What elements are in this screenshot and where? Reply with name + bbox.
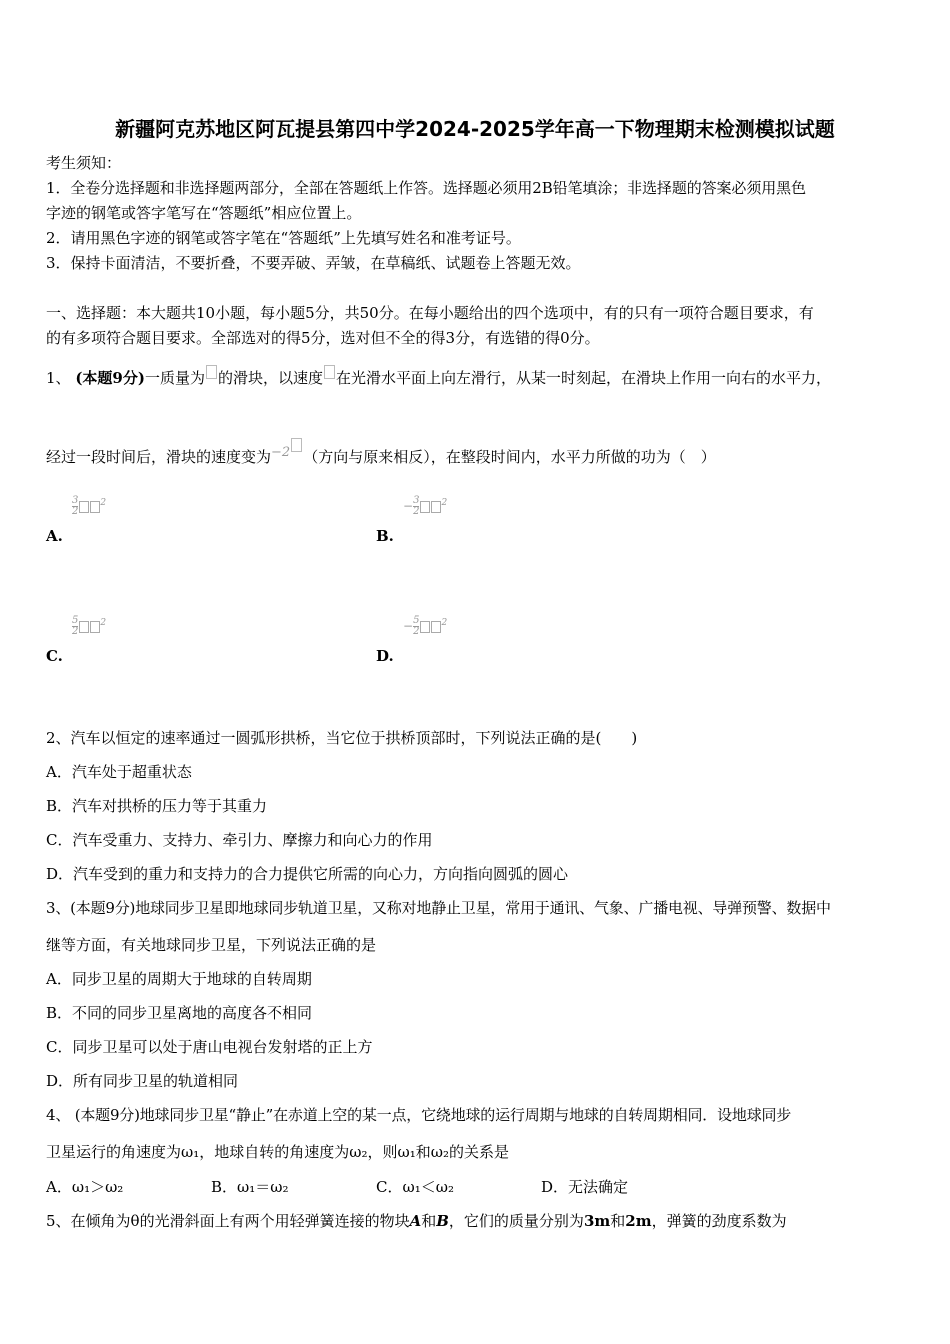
- velocity-placeholder-icon: [291, 438, 302, 452]
- q1-text-5: （方向与原来相反），在整段时间内，水平力所做的功为（ ）: [303, 448, 716, 466]
- velocity-placeholder-icon: [431, 621, 441, 633]
- q2-option-c: C．汽车受重力、支持力、牵引力、摩擦力和向心力的作用: [46, 831, 433, 849]
- q1-option-a-formula: $\frac{3}{2}$ $^2$: [72, 495, 107, 517]
- velocity-placeholder-icon: [90, 621, 100, 633]
- mass-2m: 2m: [625, 1212, 652, 1230]
- notice-heading: 考生须知：: [46, 154, 122, 172]
- velocity-placeholder-icon: [324, 365, 335, 379]
- q1-option-d-formula: − $\frac{5}{2}$ $^2$: [403, 615, 448, 637]
- page-title: 新疆阿克苏地区阿瓦提县第四中学2024-2025学年高一下物理期末检测模拟试题: [115, 117, 835, 141]
- notice-line-2: 2．请用黑色字迹的钢笔或答字笔在“答题纸”上先填写姓名和准考证号。: [46, 229, 521, 247]
- mass-placeholder-icon: [79, 501, 89, 513]
- q1-line-1: [46, 365, 831, 388]
- q2-option-a: A．汽车处于超重状态: [46, 763, 192, 781]
- q1-option-c-label: C.: [46, 647, 63, 665]
- mass-placeholder-icon: [206, 365, 217, 379]
- q2-option-d: D．汽车受到的重力和支持力的合力提供它所需的向心力，方向指向圆弧的圆心: [46, 865, 569, 883]
- q1-score: (本题9分): [75, 369, 145, 387]
- q1-option-c-formula: $\frac{5}{2}$ $^2$: [72, 615, 107, 637]
- mass-placeholder-icon: [79, 621, 89, 633]
- q4-option-a: A．ω₁＞ω₂: [46, 1178, 124, 1196]
- q4-option-c: C．ω₁＜ω₂: [376, 1178, 454, 1196]
- section-1-line-2: 的有多项符合题目要求。全部选对的得5分，选对但不全的得3分，有选错的得0分。: [46, 329, 600, 347]
- q4-line-1: 4、 (本题9分)地球同步卫星“静止”在赤道上空的某一点，它绕地球的运行周期与地球的自转周期相同．设地球同步: [46, 1106, 792, 1124]
- q1-option-d-label: D.: [376, 647, 394, 665]
- notice-line-1b: 字迹的钢笔或答字笔写在“答题纸”相应位置上。: [46, 204, 362, 222]
- velocity-placeholder-icon: [90, 501, 100, 513]
- block-b-label: B: [436, 1212, 449, 1230]
- mass-placeholder-icon: [420, 501, 430, 513]
- velocity-placeholder-icon: [431, 501, 441, 513]
- q1-text-3: 在光滑水平面上向左滑行，从某一时刻起，在滑块上作用一向右的水平力，: [336, 369, 832, 387]
- q1-line-2: [46, 438, 716, 467]
- q1-text-4: 经过一段时间后，滑块的速度变为: [46, 448, 272, 466]
- q4-line-2: 卫星运行的角速度为ω₁，地球自转的角速度为ω₂，则ω₁和ω₂的关系是: [46, 1143, 509, 1161]
- notice-line-1a: 1．全卷分选择题和非选择题两部分，全部在答题纸上作答。选择题必须用2B铅笔填涂；非选择题的答案必须用黑色: [46, 179, 806, 197]
- q2-option-b: B．汽车对拱桥的压力等于其重力: [46, 797, 268, 815]
- block-a-label: A: [409, 1212, 422, 1230]
- notice-line-3: 3．保持卡面清洁，不要折叠，不要弄破、弄皱，在草稿纸、试题卷上答题无效。: [46, 254, 581, 272]
- q1-text-2: 的滑块，以速度: [217, 369, 323, 387]
- q3-line-2: 继等方面，有关地球同步卫星，下列说法正确的是: [46, 936, 377, 954]
- q1-number: 1、: [46, 369, 71, 387]
- q3-option-d: D．所有同步卫星的轨道相同: [46, 1072, 239, 1090]
- q3-option-b: B．不同的同步卫星离地的高度各不相同: [46, 1004, 313, 1022]
- q4-option-b: B．ω₁＝ω₂: [211, 1178, 289, 1196]
- mass-placeholder-icon: [420, 621, 430, 633]
- q5-line-1: 5、在倾角为θ的光滑斜面上有两个用轻弹簧连接的物块A和B，它们的质量分别为3m和2m，弹簧的劲度系数为: [46, 1212, 787, 1230]
- q3-line-1: 3、(本题9分)地球同步卫星即地球同步轨道卫星，又称对地静止卫星，常用于通讯、气象、广播电视、导弹预警、数据中: [46, 899, 831, 917]
- mass-3m: 3m: [583, 1212, 611, 1230]
- q3-option-a: A．同步卫星的周期大于地球的自转周期: [46, 970, 312, 988]
- q4-option-d: D．无法确定: [541, 1178, 629, 1196]
- q1-option-b-label: B.: [376, 527, 394, 545]
- q1-option-a-label: A.: [46, 527, 63, 545]
- q2-stem: 2、汽车以恒定的速率通过一圆弧形拱桥，当它位于拱桥顶部时，下列说法正确的是( ): [46, 729, 638, 747]
- q1-velocity-2: −2: [271, 445, 303, 460]
- q1-option-b-formula: − $\frac{3}{2}$ $^2$: [403, 495, 448, 517]
- q1-text-1: 一质量为: [144, 369, 205, 387]
- section-1-line-1: 一、选择题：本大题共10小题，每小题5分，共50分。在每小题给出的四个选项中，有的只有一项符合题目要求，有: [46, 304, 814, 322]
- q3-option-c: C．同步卫星可以处于唐山电视台发射塔的正上方: [46, 1038, 373, 1056]
